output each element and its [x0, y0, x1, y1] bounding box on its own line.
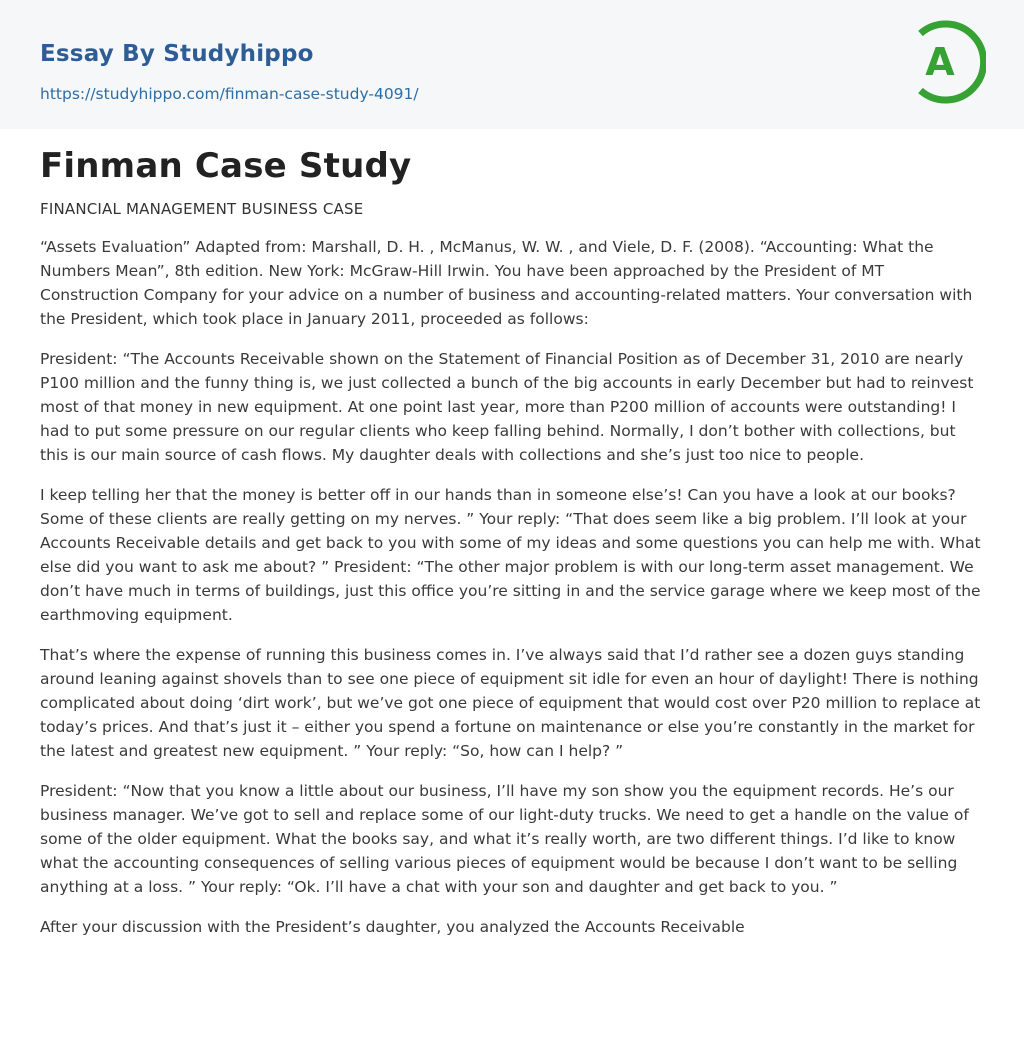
essay-paragraph: That’s where the expense of running this business comes in. I’ve always said that I’d rather see a dozen guys standing around leaning against shovels than to see one piece of equipment sit idle for even an hour of daylight! There is nothing complicated about doing ‘dirt work’, but we’ve got one piece of equipment that would cost over P20 million to replace at today’s prices. And that’s just it – either you spend a fortune on maintenance or else you’re constantly in the market for the latest and greatest new equipment. ” Your reply: “So, how can I help? ” [40, 646, 981, 760]
essay-paragraph: President: “Now that you know a little about our business, I’ll have my son show you the equipment records. He’s our business manager. We’ve got to sell and replace some of our light-duty trucks. We need to get a handle on the value of some of the older equipment. What the books say, and what it’s really worth, are two different things. I’d like to know what the accounting consequences of selling various pieces of equipment would be because I don’t want to be selling anything at a loss. ” Your reply: “Ok. I’ll have a chat with your son and daughter and get back to you. ” [40, 782, 969, 896]
document-subtitle: FINANCIAL MANAGEMENT BUSINESS CASE [40, 200, 364, 218]
brand-title: Essay By Studyhippo [40, 41, 314, 67]
essay-paragraph: After your discussion with the President’s daughter, you analyzed the Accounts Receivable [40, 918, 745, 936]
page-title: Finman Case Study [40, 146, 412, 186]
essay-paragraph: “Assets Evaluation” Adapted from: Marshall, D. H. , McManus, W. W. , and Viele, D. F. (2008). “Accounting: What the Numbers Mean”, 8th edition. New York: McGraw-Hill Irwin. You have been approached by the President of MT Construction Company for your advice on a number of business and accounting-related matters. Your conversation with the President, which took place in January 2011, proceeded as follows: [40, 238, 973, 328]
essay-body [40, 235, 984, 955]
essay-url-link[interactable]: https://studyhippo.com/finman-case-study-4091/ [40, 85, 419, 103]
logo-letter: A [925, 40, 955, 84]
studyhippo-logo-icon[interactable] [912, 19, 986, 105]
essay-paragraph: I keep telling her that the money is better off in our hands than in someone else’s! Can you have a look at our books? Some of these clients are really getting on my nerves. ” Your reply: “That does seem like a big problem. I’ll look at your Accounts Receivable details and get back to you with some of my ideas and some questions you can help me with. What else did you want to ask me about? ” President: “The other major problem is with our long-term asset management. We don’t have much in terms of buildings, just this office you’re sitting in and the service garage where we keep most of the earthmoving equipment. [40, 486, 981, 624]
essay-paragraph: President: “The Accounts Receivable shown on the Statement of Financial Position as of December 31, 2010 are nearly P100 million and the funny thing is, we just collected a bunch of the big accounts in early December but had to reinvest most of that money in new equipment. At one point last year, more than P200 million of accounts were outstanding! I had to put some pressure on our regular clients who keep falling behind. Normally, I don’t bother with collections, but this is our main source of cash flows. My daughter deals with collections and she’s just too nice to people. [40, 350, 974, 464]
page-header [0, 0, 1024, 129]
